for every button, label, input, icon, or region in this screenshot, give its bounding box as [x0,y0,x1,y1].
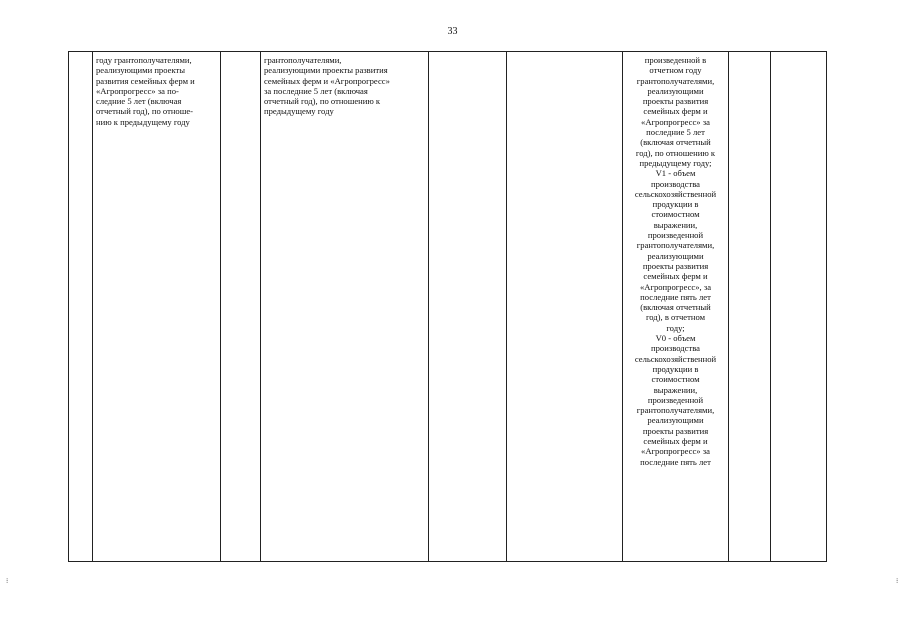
text-line: «Агропрогресс», за [639,281,712,292]
text-line: году грантополучателями, [96,55,192,65]
text-line: выражении, [653,219,698,230]
text-line: году; [666,322,685,333]
text-line: семейных ферм и «Агропрогресс» [264,75,390,86]
text-line: грантополучателями, [636,405,715,416]
text-line: семейных ферм и [643,435,708,446]
table-cell-empty-6 [507,52,623,562]
text-line: V1 - объем [655,168,696,179]
text-line: реализующими [647,85,704,96]
text-line: реализующими [647,250,704,261]
table-row [69,52,827,562]
text-line: последние 5 лет [646,127,705,138]
text-line: проекты развития [642,260,709,271]
table-cell-unit [221,52,261,562]
text-line: реализующими проекты развития [264,65,388,76]
text-line: стоимостном [651,374,700,385]
text-line: семейных ферм и [643,106,708,117]
text-line: реализующими [647,415,704,426]
table-cell-formula [623,52,729,562]
text-line: год), в отчетном [645,312,706,323]
text-line: нию к предыдущему году [96,116,190,127]
text-line: следние 5 лет (включая [96,96,182,107]
text-line: производства [651,343,700,354]
text-line: предыдущему году; [639,157,712,168]
data-table [68,51,827,562]
text-line: выражении, [653,384,698,395]
definition-text [264,55,426,117]
text-line: «Агропрогресс» за [641,446,710,457]
text-line: произведенной в [644,55,707,65]
text-line: за последние 5 лет (включая [264,85,368,96]
text-line: год), по отношению к [635,147,716,158]
text-line: проекты развития [642,425,709,436]
text-line: V0 - объем [655,333,696,344]
indicator-text [96,55,218,127]
text-line: последние пять лет [640,291,711,302]
text-line: грантополучателями, [636,75,715,86]
text-line: (включая отчетный [640,302,711,313]
text-line: «Агропрогресс» за по- [96,85,179,96]
table-cell-empty-8 [729,52,771,562]
page-number: 33 [447,26,458,37]
text-line: производства [651,178,700,189]
text-line: реализующими проекты [96,65,186,76]
text-line: развития семейных ферм и [96,75,195,86]
table-cell-empty-5 [429,52,507,562]
text-line: сельскохозяйственной [634,188,717,199]
text-line: стоимостном [651,209,700,220]
text-line: семейных ферм и [643,271,708,282]
text-line: продукции в [652,363,699,374]
text-line: грантополучателями, [264,55,342,65]
right-edge-mark: ⁝ [896,577,899,585]
text-line: последние пять лет [640,456,711,467]
table-cell-empty-9 [771,52,827,562]
formula-text [624,55,727,467]
table-cell-definition [261,52,429,562]
left-edge-mark: ⁝ [6,577,9,585]
text-line: произведенной [647,230,704,241]
text-line: (включая отчетный [640,137,711,148]
text-line: «Агропрогресс» за [641,116,710,127]
text-line: предыдущему году [264,106,334,117]
table-cell-number [69,52,93,562]
table-cell-indicator [93,52,221,562]
text-line: отчетный год), по отношению к [264,96,381,107]
text-line: сельскохозяйственной [634,353,717,364]
text-line: произведенной [647,394,704,405]
text-line: продукции в [652,199,699,210]
text-line: грантополучателями, [636,240,715,251]
text-line: отчетный год), по отноше- [96,106,194,117]
text-line: отчетном году [649,65,702,76]
text-line: проекты развития [642,96,709,107]
